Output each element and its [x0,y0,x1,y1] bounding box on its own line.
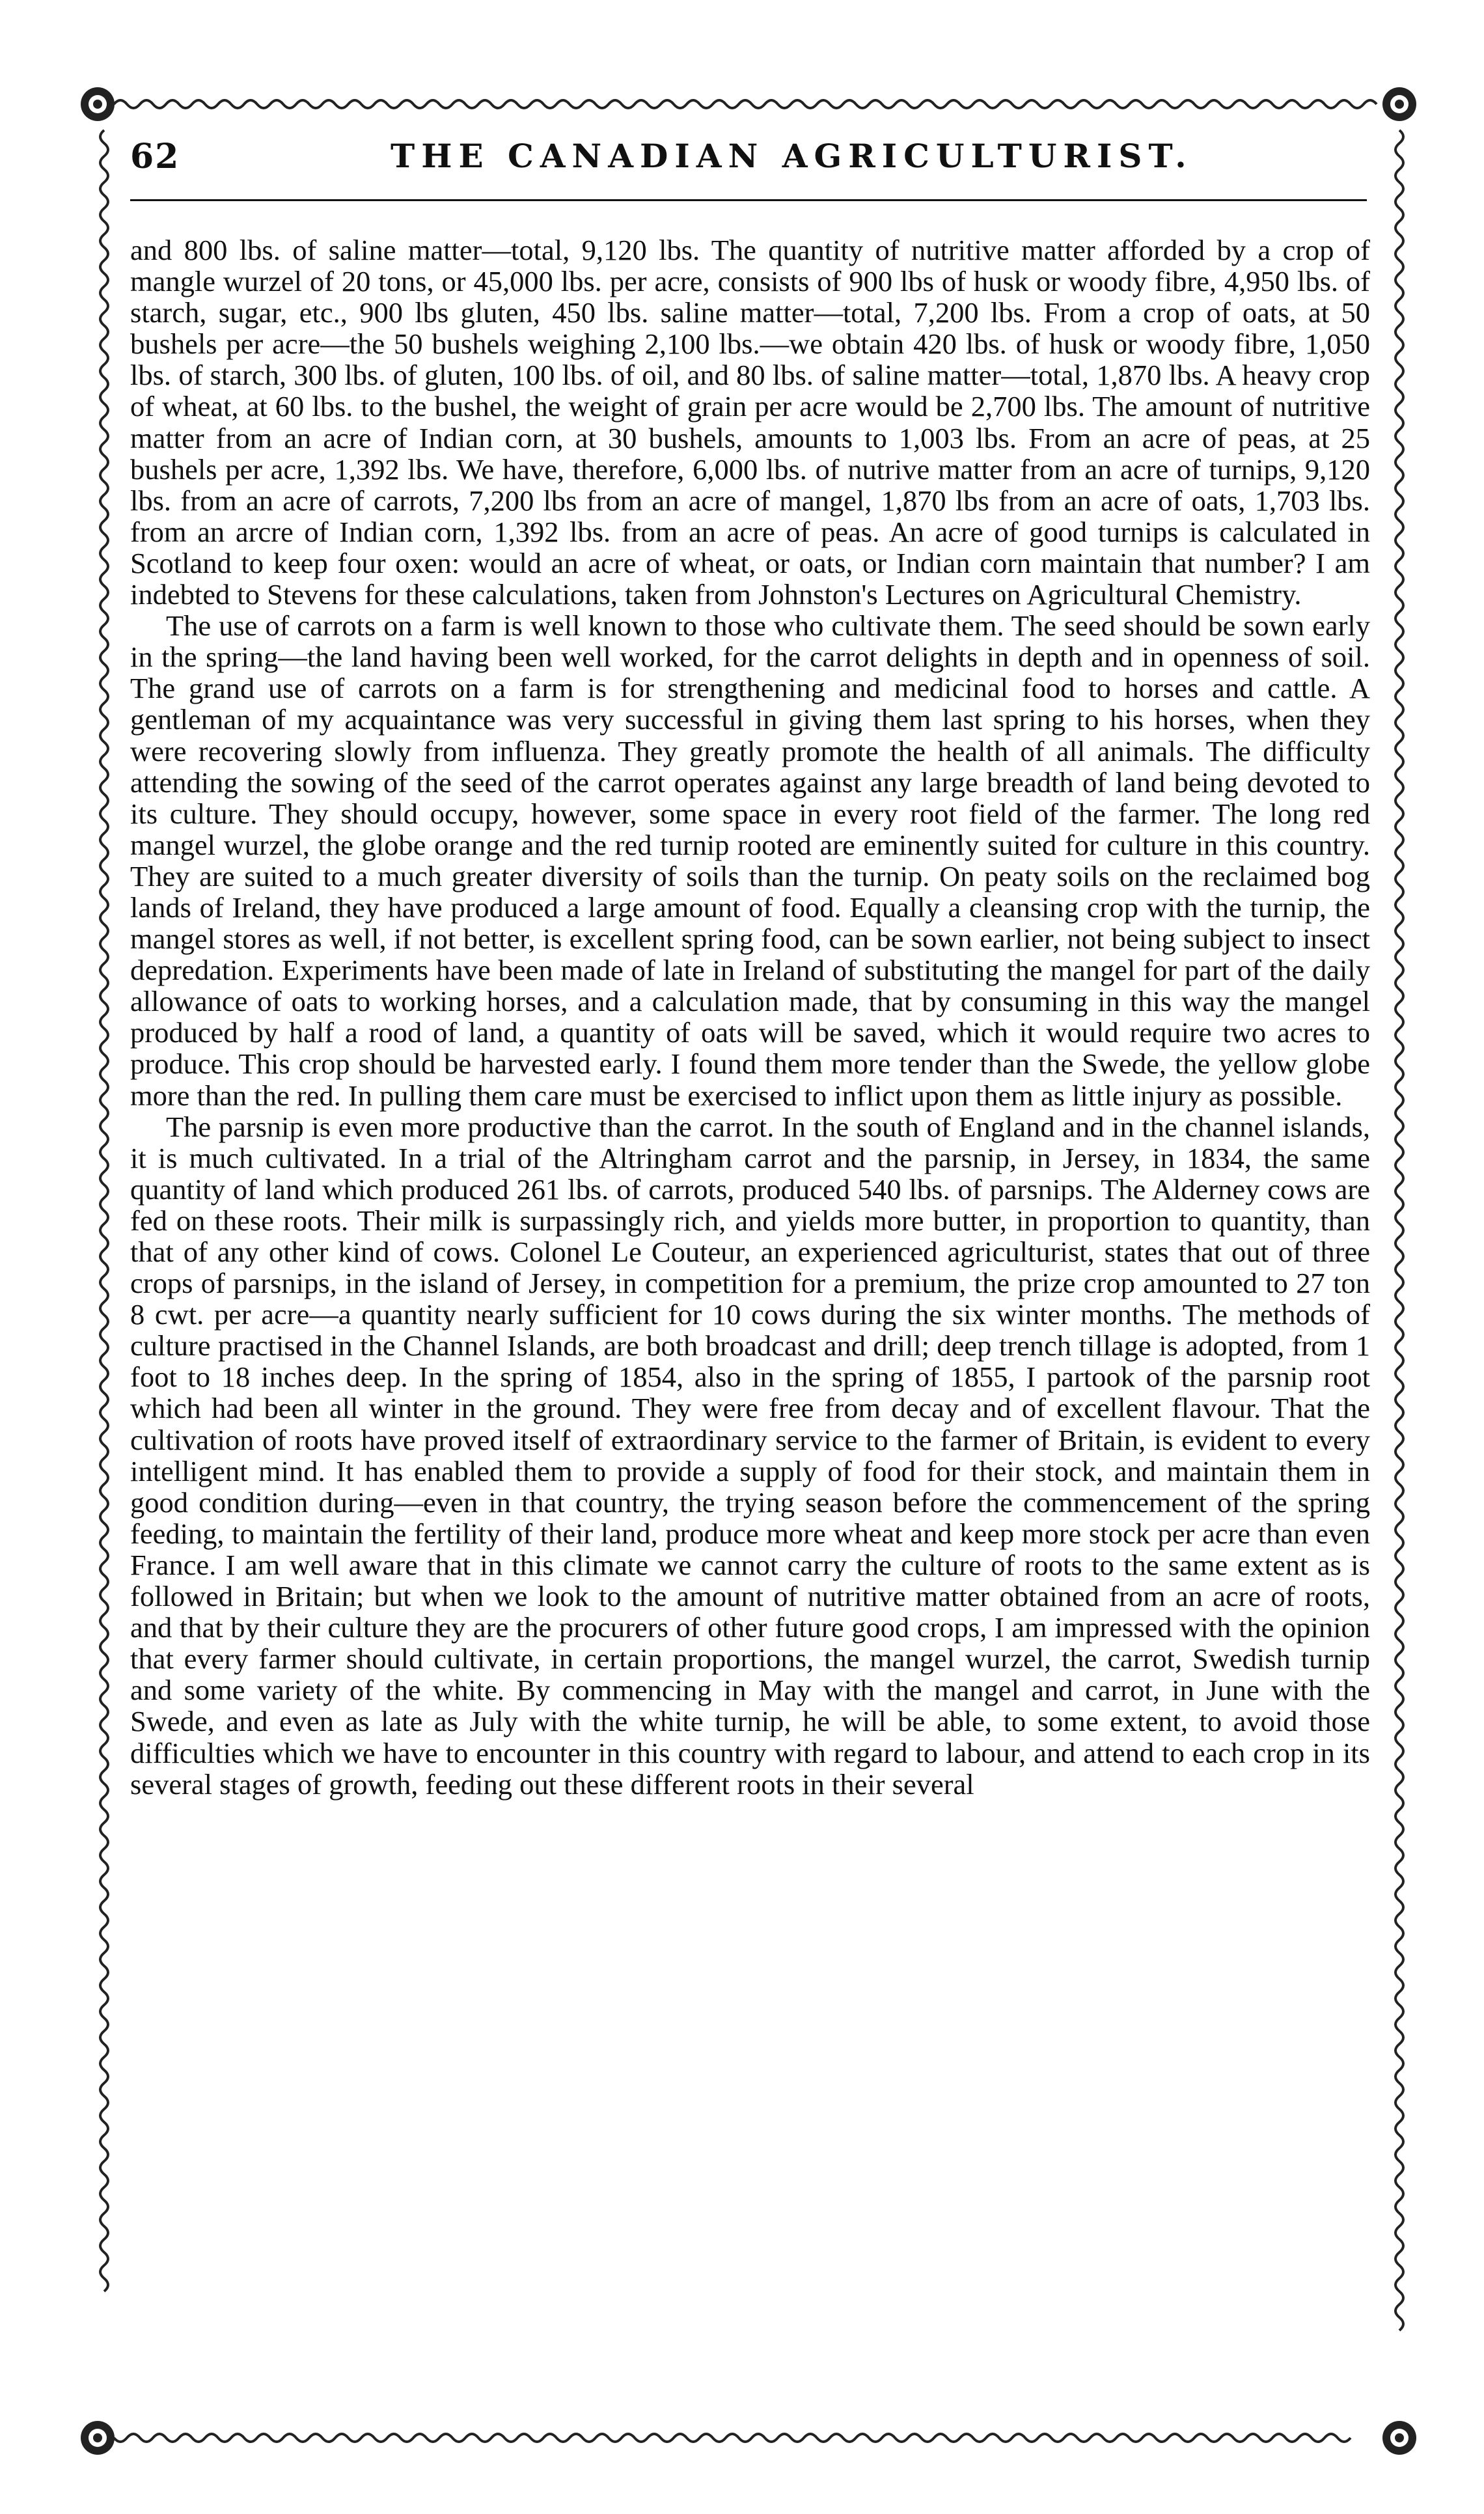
header-rule [130,199,1367,201]
running-title: THE CANADIAN AGRICULTURIST. [391,137,1193,175]
article-body [130,234,1370,1800]
paragraph: and 800 lbs. of saline matter—total, 9,120 lbs. The quantity of nutritive matter afforded by a crop of mangle wurzel of 20 tons, or 45,000 lbs. per acre, consists of 900 lbs of husk or woody fibre, 4,950 lbs. of starch, sugar, etc., 900 lbs gluten, 450 lbs. saline matter—total, 7,200 lbs. From a crop of oats, at 50 bushels per acre—the 50 bushels weighing 2,100 lbs.—we obtain 420 lbs. of husk or woody fibre, 1,050 lbs. of starch, 300 lbs. of gluten, 100 lbs. of oil, and 80 lbs. of saline matter—total, 1,870 lbs. A heavy crop of wheat, at 60 lbs. to the bushel, the weight of grain per acre would be 2,700 lbs. The amount of nutritive matter from an acre of Indian corn, at 30 bushels, amounts to 1,003 lbs. From an acre of peas, at 25 bushels per acre, 1,392 lbs. We have, therefore, 6,000 lbs. of nutrive matter from an acre of turnips, 9,120 lbs. from an acre of carrots, 7,200 lbs from an acre of mangel, 1,870 lbs from an acre of oats, 1,703 lbs. from an arcre of Indian corn, 1,392 lbs. from an acre of peas. An acre of good turnips is calculated in Scotland to keep four oxen: would an acre of wheat, or oats, or Indian corn maintain that number? I am indebted to Stevens for these calculations, taken from Johnston's Lectures on Agricultural Chemistry. [130,234,1370,611]
page-number: 62 [130,137,180,176]
paragraph: The use of carrots on a farm is well known to those who cultivate them. The seed should be sown early in the spring—the land having been well worked, for the carrot delights in depth and in openness of soil. The grand use of carrots on a farm is for strengthening and medicinal food to horses and cattle. A gentleman of my acquaintance was very successful in giving them last spring to his horses, when they were recovering slowly from influenza. They greatly promote the health of all animals. The difficulty attending the sowing of the seed of the carrot operates against any large breadth of land being devoted to its culture. They should occupy, however, some space in every root field of the farmer. The long red mangel wurzel, the globe orange and the red turnip rooted are eminently suited for culture in this country. They are suited to a much greater diversity of soils than the turnip. On peaty soils on the reclaimed bog lands of Ireland, they have produced a large amount of food. Equally a cleansing crop with the turnip, the mangel stores as well, if not better, is excellent spring food, can be sown earlier, not being subject to insect depredation. Experiments have been made of late in Ireland of substituting the mangel for part of the daily allowance of oats to working horses, and a calculation made, that by consuming in this way the mangel produced by half a rood of land, a quantity of oats will be saved, which it would require two acres to produce. This crop should be harvested early. I found them more tender than the Swede, the yellow globe more than the red. In pulling them care must be exercised to inflict upon them as little injury as possible. [130,609,1370,1112]
paragraph: The parsnip is even more productive than the carrot. In the south of England and in the channel islands, it is much cultivated. In a trial of the Altringham carrot and the parsnip, in Jersey, in 1834, the same quantity of land which produced 261 lbs. of carrots, produced 540 lbs. of parsnips. The Alderney cows are fed on these roots. Their milk is surpassingly rich, and yields more butter, in proportion to quantity, than that of any other kind of cows. Colonel Le Couteur, an experienced agriculturist, states that out of three crops of parsnips, in the island of Jersey, in competition for a premium, the prize crop amounted to 27 ton 8 cwt. per acre—a quantity nearly sufficient for 10 cows during the six winter months. The methods of culture practised in the Channel Islands, are both broadcast and drill; deep trench tillage is adopted, from 1 foot to 18 inches deep. In the spring of 1854, also in the spring of 1855, I partook of the parsnip root which had been all winter in the ground. They were free from decay and of excellent flavour. That the cultivation of roots have proved itself of extraordinary service to the farmer of Britain, is evident to every intelligent mind. It has enabled them to provide a supply of food for their stock, and maintain them in good condition during—even in that country, the trying season before the commencement of the spring feeding, to maintain the fertility of their land, produce more wheat and keep more stock per acre than even France. I am well aware that in this climate we cannot carry the culture of roots to the same extent as is followed in Britain; but when we look to the amount of nutritive matter obtained from an acre of roots, and that by their culture they are the procurers of other future good crops, I am impressed with the opinion that every farmer should cultivate, in certain proportions, the mangel wurzel, the carrot, Swedish turnip and some variety of the white. By commencing in May with the mangel and carrot, in June with the Swede, and even as late as July with the white turnip, he will be able, to some extent, to avoid those difficulties which we have to encounter in this country with regard to labour, and attend to each crop in its several stages of growth, feeding out these different roots in their several [130,1110,1370,1801]
